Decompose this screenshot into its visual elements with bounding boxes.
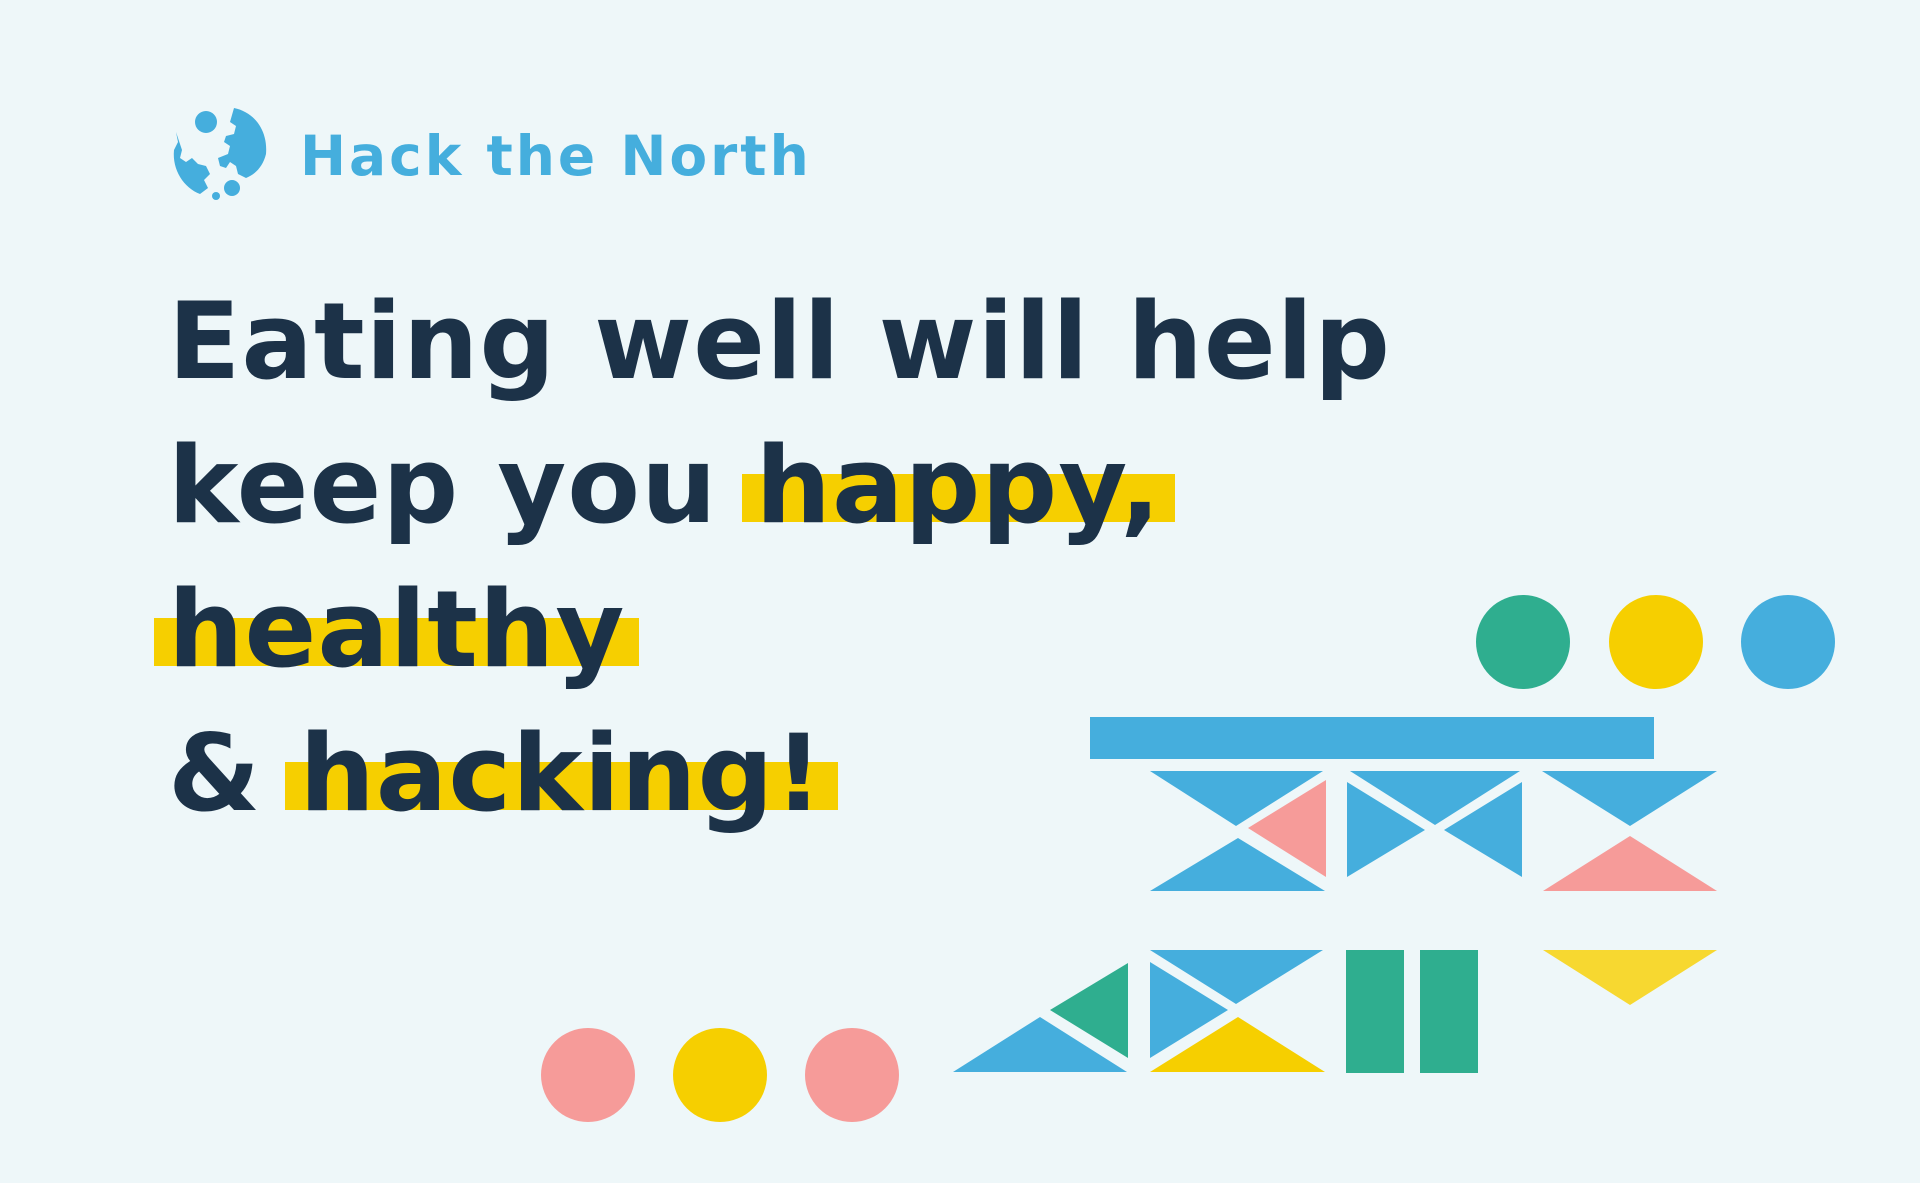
yellow-triangle	[1543, 950, 1717, 1005]
blue-triangle	[1542, 771, 1717, 826]
highlight-healthy: healthy	[168, 558, 625, 702]
green-bar	[1420, 950, 1478, 1073]
green-dot	[1476, 595, 1570, 689]
green-bar	[1346, 950, 1404, 1073]
headline-line-1: Eating well will help	[168, 280, 1391, 403]
yellow-dot	[673, 1028, 767, 1122]
highlight-happy: happy,	[756, 414, 1162, 558]
blue-bar	[1090, 717, 1654, 759]
brand-name: Hack the North	[300, 124, 812, 188]
headline-line-2-prefix: keep you	[168, 424, 756, 547]
pink-dot	[541, 1028, 635, 1122]
highlight-hacking: hacking!	[299, 702, 823, 846]
yellow-dot	[1609, 595, 1703, 689]
pink-triangle	[1543, 836, 1717, 891]
headline-line-4-prefix: &	[168, 712, 300, 835]
blue-dot	[1741, 595, 1835, 689]
pink-dot	[805, 1028, 899, 1122]
